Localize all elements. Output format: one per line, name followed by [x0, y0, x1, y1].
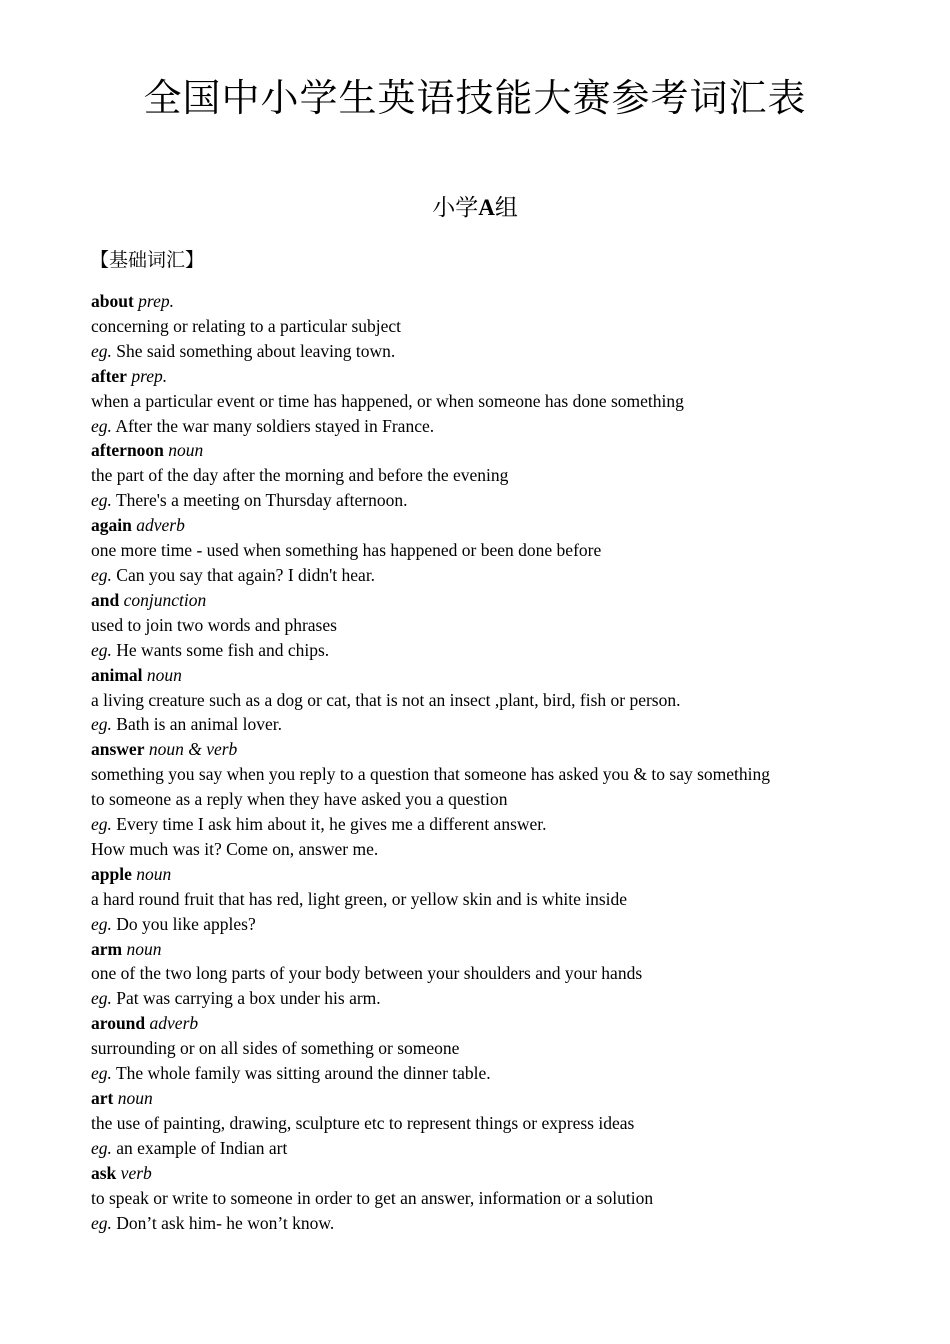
example-label: eg.: [91, 639, 112, 660]
part-of-speech: prep.: [131, 365, 168, 386]
entry-headword-line: [91, 663, 851, 688]
entry-headword-line: [91, 513, 851, 538]
example-line: [91, 414, 851, 439]
example-label: eg.: [91, 490, 112, 511]
definition-line: surrounding or on all sides of something or someone: [91, 1038, 460, 1059]
example-text: The whole family was sitting around the dinner table.: [115, 1063, 491, 1084]
example-text: Pat was carrying a box under his arm.: [116, 988, 381, 1009]
vocab-entry: [91, 438, 851, 513]
example-line: [91, 812, 851, 837]
definition-line: used to join two words and phrases: [91, 614, 337, 635]
example-line: [91, 563, 851, 588]
headword: after: [91, 365, 127, 386]
example-line: [91, 712, 851, 737]
vocab-entry: [91, 1011, 851, 1086]
example-line: [91, 488, 851, 513]
part-of-speech: noun: [117, 1088, 153, 1108]
example-text: After the war many soldiers stayed in France.: [115, 415, 435, 436]
headword: arm: [91, 938, 123, 959]
page-title: 全国中小学生英语技能大赛参考词汇表: [143, 76, 807, 120]
part-of-speech: adverb: [136, 515, 185, 536]
group-prefix: 小学: [432, 195, 479, 221]
definition-line: one of the two long parts of your body between your shoulders and your hands: [91, 963, 643, 984]
entry-headword-line: [91, 1161, 851, 1186]
headword: answer: [91, 739, 145, 760]
definition-line: one more time - used when something has happened or been done before: [91, 540, 602, 561]
vocab-entry: [91, 588, 851, 663]
entry-headword-line: [91, 937, 851, 962]
example-text: Do you like apples?: [116, 913, 256, 934]
vocab-entry: [91, 1161, 851, 1236]
headword: ask: [91, 1162, 117, 1183]
example-line: [91, 986, 851, 1011]
part-of-speech: conjunction: [123, 589, 207, 610]
group-suffix: 组: [494, 195, 518, 221]
example-label: eg.: [91, 814, 112, 835]
entry-headword-line: [91, 438, 851, 463]
example-line: [91, 339, 851, 364]
example-line: [91, 1211, 851, 1236]
part-of-speech: noun: [126, 938, 162, 959]
definition-line: a living creature such as a dog or cat, that is not an insect ,plant, bird, fish or person.: [91, 689, 681, 710]
part-of-speech: noun: [146, 664, 182, 685]
example-text: an example of Indian art: [116, 1137, 288, 1158]
example-line: [91, 1061, 851, 1086]
headword: around: [91, 1013, 146, 1034]
part-of-speech: noun: [168, 440, 204, 461]
definition-line: a hard round fruit that has red, light green, or yellow skin and is white inside: [91, 888, 628, 909]
part-of-speech: prep.: [138, 291, 174, 311]
definition-line: the part of the day after the morning and before the evening: [91, 465, 509, 486]
headword: and: [91, 589, 120, 610]
part-of-speech: adverb: [149, 1013, 199, 1034]
vocab-entry: [91, 289, 851, 364]
part-of-speech: verb: [120, 1162, 152, 1183]
example-text: Don’t ask him- he won’t know.: [116, 1212, 335, 1233]
definition-line: the use of painting, drawing, sculpture etc to represent things or express ideas: [91, 1112, 635, 1133]
example-text: Bath is an animal lover.: [116, 714, 283, 735]
example-text: Can you say that again? I didn't hear.: [116, 564, 376, 585]
vocab-entry: [91, 1086, 851, 1161]
vocab-entry: [91, 737, 851, 862]
example-label: eg.: [91, 714, 112, 735]
headword: art: [91, 1088, 114, 1108]
example-text: How much was it? Come on, answer me.: [91, 838, 379, 859]
entry-headword-line: [91, 1011, 851, 1036]
example-line: [91, 1136, 851, 1161]
definition-line: to speak or write to someone in order to get an answer, information or a solution: [91, 1187, 654, 1208]
example-label: eg.: [91, 1212, 112, 1233]
headword: animal: [91, 664, 143, 685]
part-of-speech: noun & verb: [148, 739, 238, 760]
definition-line: something you say when you reply to a question that someone has asked you & to say something: [91, 764, 770, 785]
example-label: eg.: [91, 1137, 112, 1158]
example-label: eg.: [91, 564, 112, 585]
example-label: eg.: [91, 1063, 112, 1084]
entry-headword-line: [91, 862, 851, 887]
example-label: eg.: [91, 988, 112, 1009]
entry-headword-line: [91, 289, 851, 314]
definition-line: concerning or relating to a particular subject: [91, 315, 402, 336]
example-text: He wants some fish and chips.: [116, 639, 330, 660]
vocab-entry: [91, 937, 851, 1012]
vocab-entry: [91, 862, 851, 937]
example-line: [91, 638, 851, 663]
example-text: There's a meeting on Thursday afternoon.: [115, 490, 408, 511]
headword: afternoon: [91, 440, 164, 461]
example-text: Every time I ask him about it, he gives me a different answer.: [116, 814, 547, 835]
entry-headword-line: [91, 588, 851, 613]
entry-headword-line: [91, 737, 851, 762]
group-letter: A: [478, 195, 495, 220]
vocab-entry: [91, 663, 851, 738]
vocab-entry: [91, 364, 851, 439]
headword: apple: [91, 863, 132, 884]
example-label: eg.: [91, 913, 112, 934]
headword: about: [91, 291, 134, 311]
definition-line: to someone as a reply when they have asked you a question: [91, 789, 508, 810]
section-heading: 【基础词汇】: [90, 249, 205, 271]
entry-headword-line: [91, 1086, 851, 1111]
entry-headword-line: [91, 364, 851, 389]
example-label: eg.: [91, 415, 112, 436]
vocab-entry: [91, 513, 851, 588]
example-line: [91, 837, 851, 862]
example-text: She said something about leaving town.: [116, 340, 396, 361]
part-of-speech: noun: [136, 863, 172, 884]
definition-line: when a particular event or time has happened, or when someone has done something: [91, 390, 684, 411]
example-label: eg.: [91, 340, 112, 361]
example-line: [91, 912, 851, 937]
group-title: [0, 192, 950, 224]
headword: again: [91, 515, 132, 536]
vocabulary-list: [91, 289, 851, 1235]
